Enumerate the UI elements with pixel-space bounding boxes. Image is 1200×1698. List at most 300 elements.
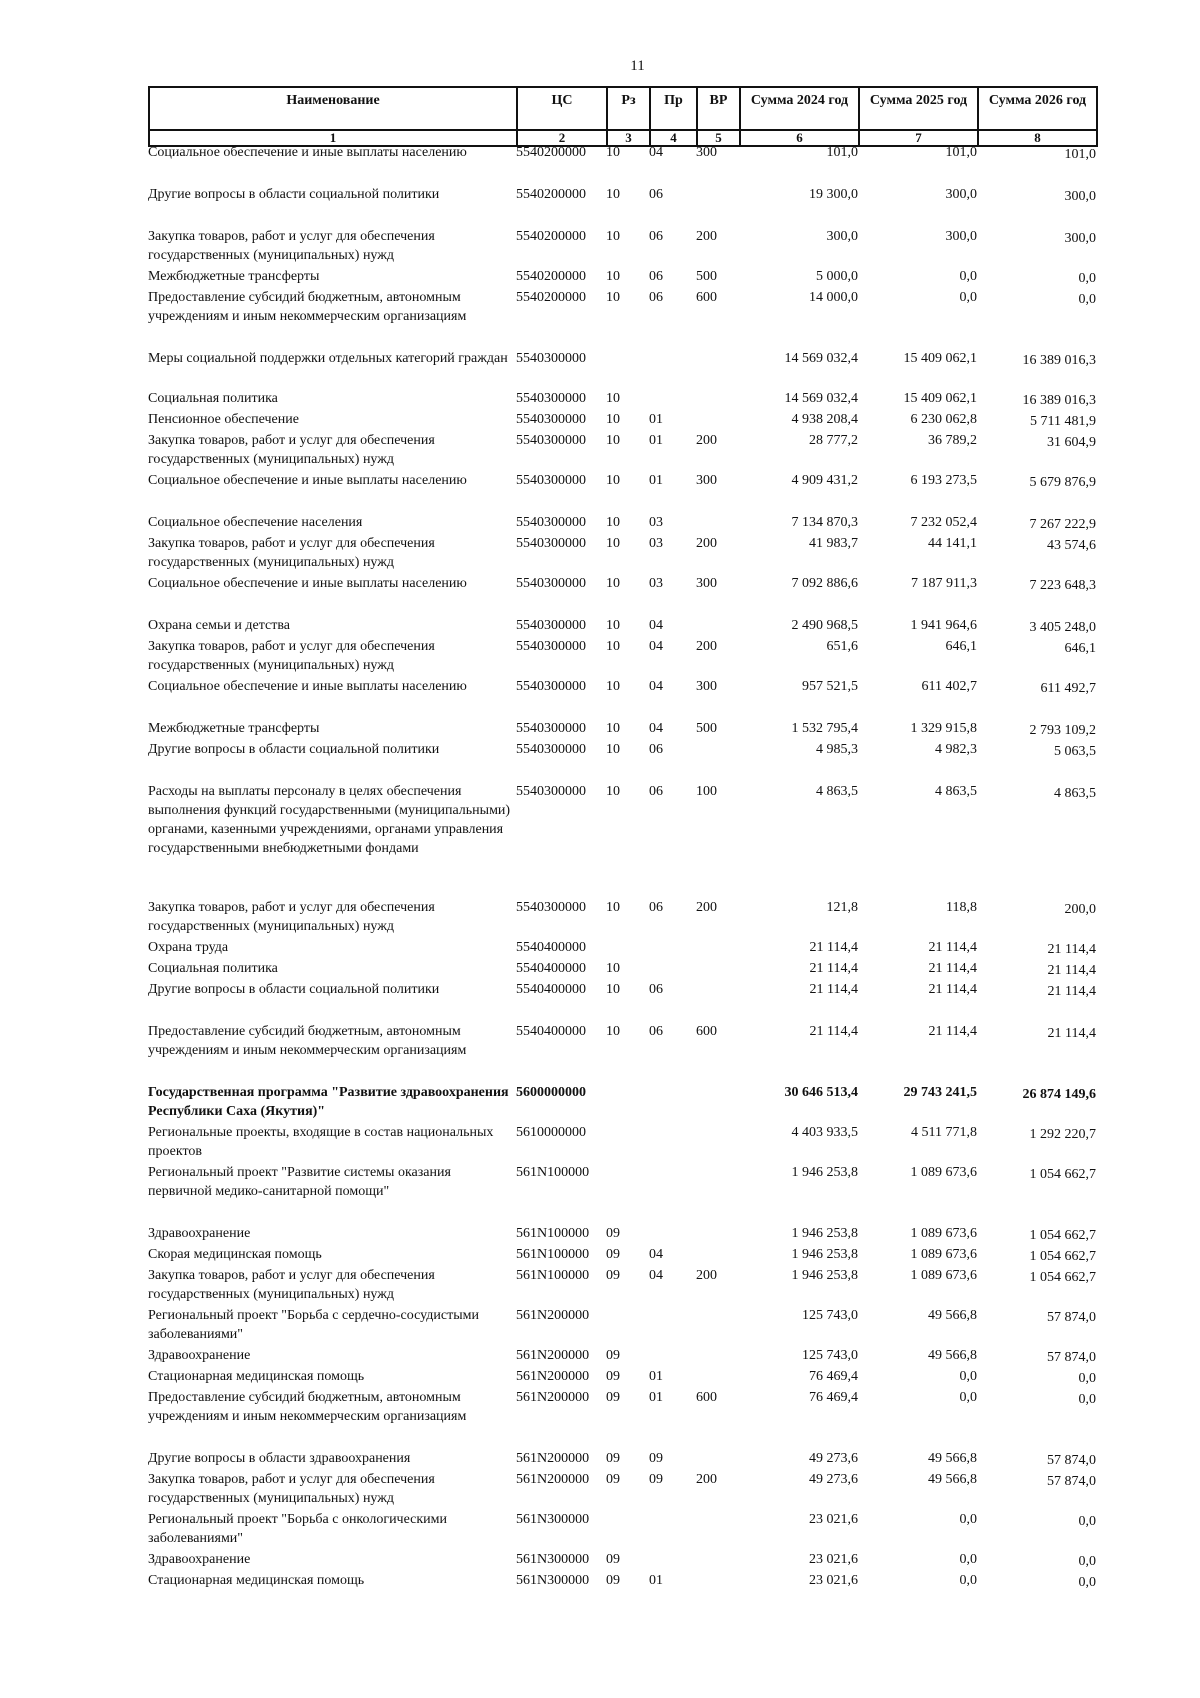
row-pr: 06 (649, 229, 663, 244)
table-row (148, 1123, 1096, 1163)
row-vr (696, 1510, 739, 1550)
row-cs: 5540300000 (516, 900, 586, 915)
row-pr: 04 (649, 1268, 663, 1283)
row-cs: 561N200000 (516, 1451, 590, 1466)
row-cs: 561N200000 (516, 1348, 590, 1363)
row-vr: 200 (696, 536, 717, 551)
row-vr: 200 (696, 1268, 717, 1283)
table-row (148, 143, 1096, 185)
row-sum-2026 (977, 1224, 1096, 1245)
row-name: Региональные проекты, входящие в состав национальных проектов (148, 1125, 494, 1159)
row-name: Стационарная медицинская помощь (148, 1573, 365, 1588)
row-sum-2025: 0,0 (959, 1390, 977, 1405)
row-sum-2026-value: 16 389 016,3 (1022, 353, 1096, 368)
row-rz: 09 (606, 1390, 620, 1405)
row-vr: 500 (696, 269, 717, 284)
row-name: Здравоохранение (148, 1226, 251, 1241)
row-vr: 100 (696, 784, 717, 799)
row-sum-2026 (977, 1449, 1096, 1470)
row-sum-2024: 957 521,5 (802, 679, 858, 694)
row-name: Расходы на выплаты персоналу в целях обеспечения выполнения функций государственными (муниципальными) органами, казенными учреждениями, органами управления государственными внебюджетными фондами (148, 784, 511, 856)
row-sum-2024: 7 092 886,6 (791, 576, 858, 591)
table-row (148, 1083, 1096, 1123)
row-cs: 561N100000 (516, 1165, 590, 1180)
row-name: Закупка товаров, работ и услуг для обеспечения государственных (муниципальных) нужд (148, 536, 435, 570)
row-vr (696, 349, 739, 389)
column-number: 5 (697, 130, 740, 146)
row-sum-2026-value: 57 874,0 (1047, 1474, 1096, 1489)
row-cs: 5540300000 (516, 576, 586, 591)
row-cs: 5540300000 (516, 391, 586, 406)
row-cs: 561N200000 (516, 1472, 590, 1487)
row-rz: 10 (606, 229, 620, 244)
row-pr: 06 (649, 742, 663, 757)
row-vr (696, 1163, 739, 1224)
row-rz (606, 938, 649, 959)
table-row (148, 1571, 1096, 1592)
row-sum-2025: 4 511 771,8 (911, 1125, 977, 1140)
row-sum-2025: 0,0 (959, 1512, 977, 1527)
row-pr: 06 (649, 269, 663, 284)
row-rz: 10 (606, 679, 620, 694)
column-number: 3 (607, 130, 650, 146)
row-cs: 5540300000 (516, 433, 586, 448)
row-rz: 10 (606, 473, 620, 488)
row-sum-2026-value: 0,0 (1078, 271, 1096, 286)
row-sum-2026-value: 7 267 222,9 (1029, 517, 1096, 532)
row-vr (696, 1224, 739, 1245)
table-row (148, 1163, 1096, 1224)
row-cs: 5540300000 (516, 515, 586, 530)
row-name: Пенсионное обеспечение (148, 412, 299, 427)
row-sum-2026 (977, 980, 1096, 1022)
row-sum-2026-value: 300,0 (1064, 189, 1096, 204)
row-cs: 561N300000 (516, 1512, 590, 1527)
row-rz (606, 1163, 649, 1224)
row-sum-2024: 21 114,4 (809, 982, 858, 997)
row-sum-2026 (977, 1388, 1096, 1449)
table-row (148, 719, 1096, 740)
row-pr: 01 (649, 473, 663, 488)
row-sum-2026-value: 16 389 016,3 (1022, 393, 1096, 408)
row-name: Другие вопросы в области социальной политики (148, 742, 440, 757)
row-sum-2024: 1 946 253,8 (791, 1268, 858, 1283)
row-vr: 600 (696, 290, 717, 305)
table-row (148, 898, 1096, 938)
row-name: Скорая медицинская помощь (148, 1247, 322, 1262)
row-cs: 5540300000 (516, 473, 586, 488)
row-sum-2025: 0,0 (959, 1573, 977, 1588)
row-pr: 06 (649, 784, 663, 799)
row-pr: 01 (649, 1573, 663, 1588)
row-cs: 5540300000 (516, 412, 586, 427)
row-pr: 03 (649, 515, 663, 530)
row-sum-2026-value: 4 863,5 (1054, 786, 1096, 801)
row-sum-2026-value: 0,0 (1078, 1575, 1096, 1590)
row-rz: 10 (606, 536, 620, 551)
row-sum-2024: 76 469,4 (809, 1390, 858, 1405)
row-cs: 5540300000 (516, 784, 586, 799)
row-sum-2026 (977, 389, 1096, 410)
table-row (148, 959, 1096, 980)
row-sum-2025: 611 402,7 (921, 679, 977, 694)
row-name: Региональный проект "Развитие системы оказания первичной медико-санитарной помощи" (148, 1165, 451, 1199)
row-sum-2025: 300,0 (945, 187, 977, 202)
row-sum-2025: 300,0 (945, 229, 977, 244)
row-vr: 200 (696, 900, 717, 915)
row-vr: 600 (696, 1390, 717, 1405)
row-vr: 300 (696, 679, 717, 694)
row-sum-2026-value: 1 054 662,7 (1029, 1249, 1096, 1264)
row-name: Социальное обеспечение и иные выплаты населению (148, 679, 467, 694)
row-vr: 500 (696, 721, 717, 736)
row-rz: 09 (606, 1472, 620, 1487)
table-row (148, 1346, 1096, 1367)
row-sum-2026-value: 0,0 (1078, 1514, 1096, 1529)
row-sum-2024: 23 021,6 (809, 1512, 858, 1527)
row-sum-2024: 4 909 431,2 (791, 473, 858, 488)
row-sum-2024: 4 938 208,4 (791, 412, 858, 427)
row-sum-2026 (977, 1163, 1096, 1224)
row-cs: 5540400000 (516, 982, 586, 997)
row-sum-2026 (977, 782, 1096, 898)
row-sum-2024: 1 946 253,8 (791, 1226, 858, 1241)
row-vr: 300 (696, 473, 717, 488)
row-sum-2026 (977, 574, 1096, 616)
row-cs: 5600000000 (516, 1085, 586, 1100)
row-sum-2025: 1 089 673,6 (910, 1268, 977, 1283)
row-sum-2026 (977, 1083, 1096, 1123)
row-pr (649, 959, 696, 980)
row-vr: 200 (696, 1472, 717, 1487)
row-cs: 561N200000 (516, 1369, 590, 1384)
row-rz: 10 (606, 1024, 620, 1039)
row-sum-2026 (977, 143, 1096, 185)
row-vr (696, 616, 739, 637)
row-rz: 10 (606, 721, 620, 736)
row-sum-2024: 30 646 513,4 (784, 1085, 858, 1100)
row-sum-2026-value: 5 711 481,9 (1030, 414, 1096, 429)
row-sum-2024: 101,0 (826, 145, 858, 160)
table-row (148, 431, 1096, 471)
row-cs: 5540300000 (516, 351, 586, 366)
row-sum-2024: 28 777,2 (809, 433, 858, 448)
row-pr: 03 (649, 536, 663, 551)
row-sum-2026-value: 611 492,7 (1040, 681, 1096, 696)
row-sum-2025: 49 566,8 (928, 1348, 977, 1363)
row-rz: 09 (606, 1369, 620, 1384)
header-rz: Рз (607, 87, 650, 130)
row-pr (649, 1306, 696, 1346)
row-sum-2025: 1 941 964,6 (910, 618, 977, 633)
row-sum-2024: 1 946 253,8 (791, 1247, 858, 1262)
row-sum-2026 (977, 1346, 1096, 1367)
row-rz: 09 (606, 1268, 620, 1283)
row-sum-2026-value: 2 793 109,2 (1029, 723, 1096, 738)
row-sum-2025: 49 566,8 (928, 1472, 977, 1487)
row-pr (649, 1083, 696, 1123)
row-sum-2025: 1 089 673,6 (910, 1226, 977, 1241)
row-sum-2024: 21 114,4 (809, 961, 858, 976)
row-sum-2025: 4 863,5 (935, 784, 977, 799)
row-sum-2024: 7 134 870,3 (791, 515, 858, 530)
row-vr (696, 1083, 739, 1123)
row-name: Социальное обеспечение и иные выплаты населению (148, 576, 467, 591)
row-rz: 09 (606, 1348, 620, 1363)
row-sum-2025: 0,0 (959, 290, 977, 305)
row-rz: 10 (606, 433, 620, 448)
row-sum-2024: 21 114,4 (809, 1024, 858, 1039)
row-rz: 10 (606, 269, 620, 284)
row-vr: 600 (696, 1024, 717, 1039)
row-rz: 10 (606, 576, 620, 591)
row-name: Региональный проект "Борьба с сердечно-сосудистыми заболеваниями" (148, 1308, 479, 1342)
row-vr (696, 1245, 739, 1266)
row-sum-2024: 5 000,0 (816, 269, 858, 284)
row-sum-2026 (977, 1245, 1096, 1266)
row-sum-2025: 7 187 911,3 (911, 576, 977, 591)
row-cs: 561N100000 (516, 1247, 590, 1262)
row-pr: 09 (649, 1451, 663, 1466)
row-sum-2026-value: 1 054 662,7 (1029, 1228, 1096, 1243)
row-pr: 01 (649, 1390, 663, 1405)
row-cs: 5540200000 (516, 229, 586, 244)
row-sum-2024: 125 743,0 (802, 1308, 858, 1323)
row-pr: 06 (649, 982, 663, 997)
row-sum-2026 (977, 719, 1096, 740)
row-pr (649, 389, 696, 410)
table-row (148, 1266, 1096, 1306)
table-row (148, 185, 1096, 227)
row-sum-2026 (977, 898, 1096, 938)
row-sum-2024: 23 021,6 (809, 1552, 858, 1567)
table-row (148, 677, 1096, 719)
row-sum-2024: 49 273,6 (809, 1472, 858, 1487)
table-row (148, 1367, 1096, 1388)
budget-table (148, 143, 1096, 1592)
row-sum-2025: 0,0 (959, 1552, 977, 1567)
row-sum-2024: 76 469,4 (809, 1369, 858, 1384)
row-sum-2026-value: 21 114,4 (1047, 984, 1096, 999)
row-sum-2026 (977, 1367, 1096, 1388)
row-sum-2025: 36 789,2 (928, 433, 977, 448)
table-row (148, 389, 1096, 410)
row-rz (606, 1306, 649, 1346)
row-rz: 10 (606, 784, 620, 799)
row-sum-2026-value: 21 114,4 (1047, 963, 1096, 978)
row-sum-2025: 15 409 062,1 (903, 391, 977, 406)
row-vr: 200 (696, 639, 717, 654)
row-name: Здравоохранение (148, 1552, 251, 1567)
row-name: Закупка товаров, работ и услуг для обеспечения государственных (муниципальных) нужд (148, 229, 435, 263)
row-pr (649, 349, 696, 389)
row-rz: 09 (606, 1247, 620, 1262)
column-number: 1 (149, 130, 517, 146)
row-sum-2025: 1 089 673,6 (910, 1165, 977, 1180)
row-sum-2026-value: 57 874,0 (1047, 1453, 1096, 1468)
row-cs: 561N100000 (516, 1268, 590, 1283)
row-name: Региональный проект "Борьба с онкологическими заболеваниями" (148, 1512, 448, 1546)
row-cs: 5540200000 (516, 290, 586, 305)
table-row (148, 782, 1096, 898)
row-sum-2026 (977, 637, 1096, 677)
row-sum-2024: 23 021,6 (809, 1573, 858, 1588)
row-name: Другие вопросы в области здравоохранения (148, 1451, 411, 1466)
row-sum-2024: 14 569 032,4 (784, 391, 858, 406)
row-cs: 5540300000 (516, 679, 586, 694)
row-sum-2025: 1 329 915,8 (910, 721, 977, 736)
column-number: 6 (740, 130, 859, 146)
header-vr: ВР (697, 87, 740, 130)
table-row (148, 740, 1096, 782)
row-sum-2025: 646,1 (945, 639, 977, 654)
row-pr (649, 1346, 696, 1367)
row-sum-2026 (977, 534, 1096, 574)
row-sum-2025: 15 409 062,1 (903, 351, 977, 366)
row-name: Закупка товаров, работ и услуг для обеспечения государственных (муниципальных) нужд (148, 639, 435, 673)
row-sum-2025: 49 566,8 (928, 1308, 977, 1323)
row-rz: 10 (606, 145, 620, 160)
row-sum-2025: 21 114,4 (928, 982, 977, 997)
row-pr: 06 (649, 900, 663, 915)
row-sum-2025: 101,0 (945, 145, 977, 160)
table-row (148, 1022, 1096, 1083)
row-cs: 5610000000 (516, 1125, 586, 1140)
row-rz: 10 (606, 290, 620, 305)
row-vr (696, 1367, 739, 1388)
table-row (148, 471, 1096, 513)
row-sum-2026-value: 0,0 (1078, 292, 1096, 307)
row-vr (696, 1449, 739, 1470)
row-sum-2024: 4 985,3 (816, 742, 858, 757)
row-sum-2024: 1 532 795,4 (791, 721, 858, 736)
row-sum-2024: 4 863,5 (816, 784, 858, 799)
row-sum-2025: 1 089 673,6 (910, 1247, 977, 1262)
row-pr: 01 (649, 412, 663, 427)
row-sum-2026 (977, 1022, 1096, 1083)
row-name: Охрана семьи и детства (148, 618, 290, 633)
row-vr (696, 185, 739, 227)
row-cs: 5540400000 (516, 1024, 586, 1039)
row-pr: 04 (649, 639, 663, 654)
row-name: Государственная программа "Развитие здравоохранения Республики Саха (Якутия)" (148, 1085, 509, 1119)
row-name: Социальное обеспечение и иные выплаты населению (148, 473, 467, 488)
row-name: Меры социальной поддержки отдельных категорий граждан (148, 351, 508, 366)
row-name: Социальная политика (148, 961, 278, 976)
column-number: 2 (517, 130, 607, 146)
row-vr (696, 1550, 739, 1571)
row-name: Межбюджетные трансферты (148, 269, 320, 284)
table-row (148, 1449, 1096, 1470)
row-sum-2024: 49 273,6 (809, 1451, 858, 1466)
row-sum-2026-value: 5 063,5 (1054, 744, 1096, 759)
row-sum-2026-value: 101,0 (1064, 147, 1096, 162)
row-sum-2026 (977, 349, 1096, 389)
row-cs: 5540300000 (516, 618, 586, 633)
row-pr (649, 1224, 696, 1245)
row-cs: 561N300000 (516, 1552, 590, 1567)
row-pr (649, 1510, 696, 1550)
row-sum-2026 (977, 267, 1096, 288)
table-row (148, 1224, 1096, 1245)
row-pr: 04 (649, 145, 663, 160)
row-sum-2025: 44 141,1 (928, 536, 977, 551)
row-sum-2026 (977, 1123, 1096, 1163)
table-row (148, 267, 1096, 288)
table-row (148, 1306, 1096, 1346)
row-pr (649, 1123, 696, 1163)
row-sum-2026 (977, 1306, 1096, 1346)
row-name: Предоставление субсидий бюджетным, автономным учреждениям и иным некоммерческим организациям (148, 1390, 467, 1424)
row-pr: 04 (649, 721, 663, 736)
row-rz: 10 (606, 639, 620, 654)
row-cs: 5540300000 (516, 721, 586, 736)
row-sum-2026-value: 200,0 (1064, 902, 1096, 917)
row-pr: 06 (649, 290, 663, 305)
header-sum-2025: Сумма 2025 год (859, 87, 978, 130)
row-sum-2026-value: 26 874 149,6 (1022, 1087, 1096, 1102)
row-vr: 300 (696, 576, 717, 591)
row-pr: 01 (649, 433, 663, 448)
row-sum-2026 (977, 471, 1096, 513)
row-pr: 04 (649, 1247, 663, 1262)
row-rz: 10 (606, 187, 620, 202)
row-vr (696, 513, 739, 534)
row-sum-2024: 4 403 933,5 (791, 1125, 858, 1140)
row-rz: 09 (606, 1552, 620, 1567)
row-rz: 09 (606, 1573, 620, 1588)
row-sum-2025: 49 566,8 (928, 1451, 977, 1466)
row-sum-2026-value: 43 574,6 (1047, 538, 1096, 553)
row-sum-2026-value: 646,1 (1064, 641, 1096, 656)
row-sum-2026 (977, 677, 1096, 719)
row-sum-2026-value: 0,0 (1078, 1392, 1096, 1407)
row-sum-2024: 41 983,7 (809, 536, 858, 551)
row-rz: 10 (606, 391, 620, 406)
table-row (148, 1550, 1096, 1571)
row-cs: 5540300000 (516, 742, 586, 757)
table-row (148, 288, 1096, 349)
row-rz (606, 1083, 649, 1123)
row-cs: 5540400000 (516, 961, 586, 976)
row-sum-2026-value: 1 054 662,7 (1029, 1270, 1096, 1285)
table-row (148, 349, 1096, 389)
row-sum-2026 (977, 431, 1096, 471)
row-sum-2025: 6 193 273,5 (910, 473, 977, 488)
table-row (148, 227, 1096, 267)
row-sum-2026-value: 21 114,4 (1047, 942, 1096, 957)
table-row (148, 1470, 1096, 1510)
row-vr: 200 (696, 433, 717, 448)
row-name: Предоставление субсидий бюджетным, автономным учреждениям и иным некоммерческим организациям (148, 290, 467, 324)
row-vr (696, 959, 739, 980)
row-sum-2026-value: 300,0 (1064, 231, 1096, 246)
row-pr: 06 (649, 1024, 663, 1039)
row-sum-2026 (977, 410, 1096, 431)
row-cs: 561N200000 (516, 1390, 590, 1405)
row-sum-2024: 21 114,4 (809, 940, 858, 955)
row-vr (696, 1346, 739, 1367)
table-row (148, 1510, 1096, 1550)
column-number: 4 (650, 130, 697, 146)
row-pr: 04 (649, 679, 663, 694)
row-name: Закупка товаров, работ и услуг для обеспечения государственных (муниципальных) нужд (148, 433, 435, 467)
table-row (148, 574, 1096, 616)
header-sum-2026: Сумма 2026 год (978, 87, 1097, 130)
row-rz: 10 (606, 900, 620, 915)
row-rz: 10 (606, 982, 620, 997)
table-row (148, 410, 1096, 431)
